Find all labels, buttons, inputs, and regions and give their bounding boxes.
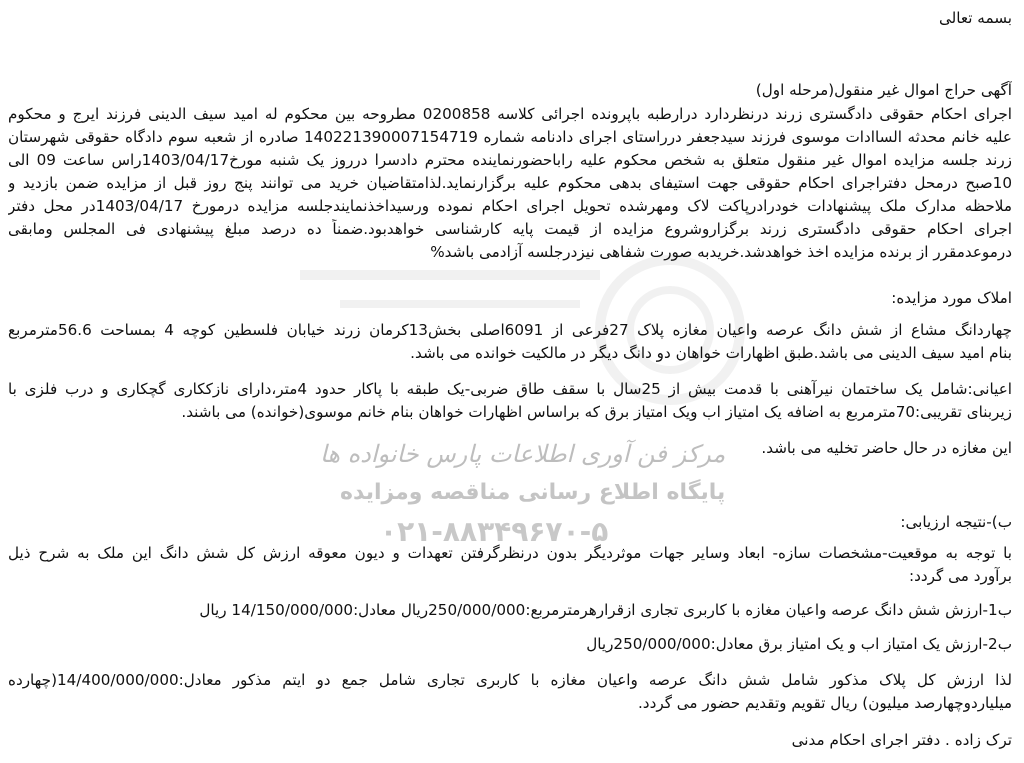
intro-line-1: اجرای احکام حقوقی دادگستری زرند درنظردارد درارطبه باپرونده اجرائی کلاسه 0200858 مطروحه بین محکوم له امید سیف الدینی فرزند ایرج و محکوم xyxy=(8,105,1012,123)
valuation-intro-line-1: با توجه به موقعیت-مشخصات سازه- ابعاد وسایر جهات موثردیگر بدون درنظرگرفتن تعهدات و دیون معوقه ارزش کل شش دانگ این ملک به شرح ذیل xyxy=(8,544,1012,562)
property-heading: املاک مورد مزایده: xyxy=(891,289,1012,307)
total-line-1: لذا ارزش کل پلاک مذکور شامل شش دانگ عرصه واعیان مغازه با کاربری تجاری شامل جمع دو ایتم مذکور معادل:14/400/000/000(چهارده xyxy=(8,671,1012,689)
property-line-2: بنام امید سیف الدینی می باشد.طبق اظهارات خواهان دو دانگ دیگر در مالکیت خوانده می باشد. xyxy=(410,344,1012,362)
intro-line-6: اجرای احکام حقوقی دادگستری زرند برگزاروشروع مزایده از قیمت پایه کارشناسی خواهدبود.ضمناً ده درصد مبلغ پیشنهادی فی المجلس ومابقی xyxy=(8,220,1012,238)
signature-line: ترک زاده . دفتر اجرای احکام مدنی xyxy=(791,731,1012,749)
property-line-1: چهاردانگ مشاع از شش دانگ عرصه واعیان مغازه پلاک 27فرعی از 6091اصلی بخش13کرمان زرند خیابان فلسطین کوچه 4 بمساحت 56.6مترمربع xyxy=(8,321,1012,339)
vacancy-line: این مغازه در حال حاضر تخلیه می باشد. xyxy=(761,439,1012,457)
header-basmala: بسمه تعالی xyxy=(939,9,1012,27)
valuation-intro-line-2: برآورد می گردد: xyxy=(909,567,1012,585)
building-line-1: اعیانی:شامل یک ساختمان نیرآهنی با قدمت بیش از 25سال با سقف طاق ضربی-یک طبقه با پاکار حدود 4متر،دارای نازککاری گچکاری و درب فلزی با xyxy=(8,380,1012,398)
watermark-phone: ۰۲۱-۸۸۳۴۹۶۷۰-۵ xyxy=(380,515,609,548)
watermark-text-1: مرکز فن آوری اطلاعات پارس خانواده ها xyxy=(320,440,726,468)
valuation-heading: ب)-نتیجه ارزیابی: xyxy=(900,513,1012,531)
valuation-item-1: ب1-ارزش شش دانگ عرصه واعیان مغازه با کاربری تجاری ازقرارهرمترمربع:250/000/000ریال معادل:14/150/000/000 ریال xyxy=(199,601,1012,619)
intro-line-3: زرند جلسه مزایده اموال غیر منقول متعلق به شخص محکوم علیه راباحضورنماینده محترم دادسرا درروز یک شنبه مورخ1403/04/17راس ساعت 09 الی xyxy=(8,151,1012,169)
intro-line-7: درموعدمقرر از برنده مزایده اخذ خواهدشد.خریدبه صورت شفاهی نیزدرجلسه آزادمی باشد% xyxy=(430,243,1012,261)
watermark-text-2: پایگاه اطلاع رسانی مناقصه ومزایده xyxy=(340,480,726,505)
notice-title: آگهی حراج اموال غیر منقول(مرحله اول) xyxy=(755,81,1012,99)
total-line-2: میلیاردوچهارصد میلیون) ریال تقویم وتقدیم حضور می گردد. xyxy=(637,694,1012,712)
valuation-item-2: ب2-ارزش یک امتیاز اب و یک امتیاز برق معادل:250/000/000ریال xyxy=(586,635,1012,653)
building-line-2: زیربنای تقریبی:70مترمربع به اضافه یک امتیاز اب ویک امتیاز برق که براساس اظهارات خواهان بنام خانم موسوی(خوانده) می باشند. xyxy=(181,403,1012,421)
intro-line-5: ملاحظه مدارک ملک پیشنهادات خودرادرپاکت لاک ومهرشده تحویل اجرای احکام نموده ورسیداخذنمایندجلسه مزایده درمورخ 1403/04/17در محل دفتر xyxy=(8,197,1012,215)
intro-line-2: علیه خانم محدثه الساادات موسوی فرزند سیدجعفر درراستای اجرای دادنامه شماره 140221390007154719 صادره از شعبه سوم دادگاه حقوقی شهرستان xyxy=(8,128,1012,146)
intro-line-4: 10صبح درمحل دفتراجرای احکام حقوقی جهت استیفای بدهی محکوم علیه برگزارنماید.لذامتقاضیان خرید می توانند پنج روز قبل از مزایده ضمن بازدید و xyxy=(8,174,1012,192)
